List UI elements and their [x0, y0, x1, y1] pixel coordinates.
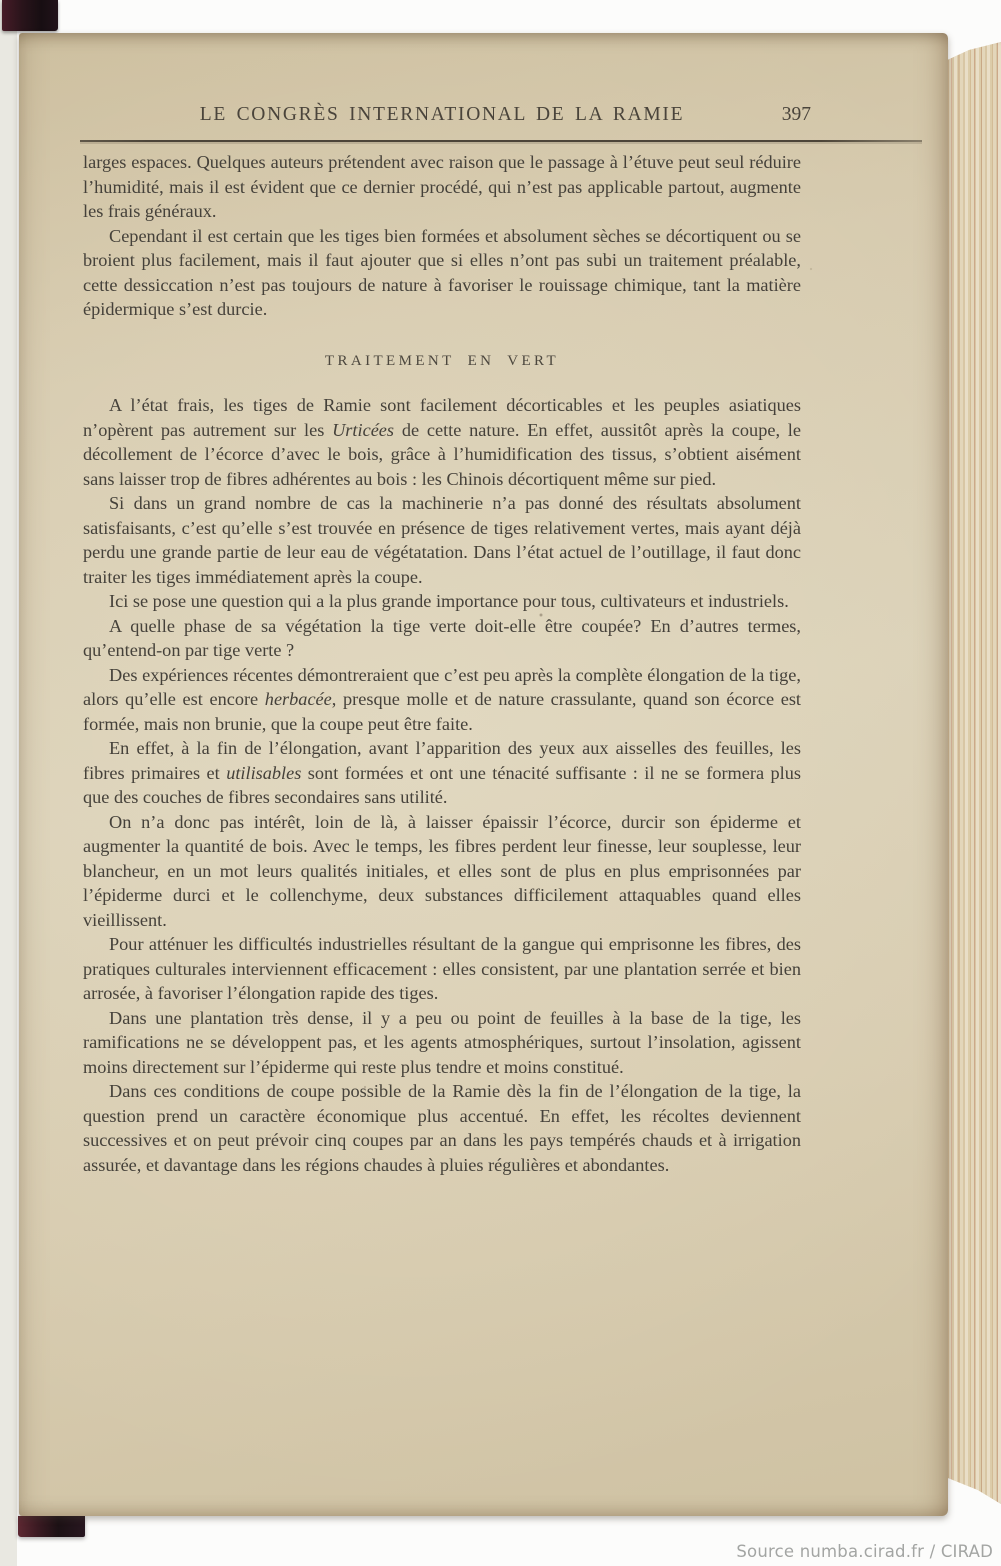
page-number: 397: [781, 104, 811, 125]
scanner-background-strip: [0, 0, 17, 1566]
book-page: [19, 33, 948, 1516]
paragraph: Si dans un grand nombre de cas la machinerie n’a pas donné des résultats absolument satisfaisants, c’est qu’elle s’est trouvée en présence de tiges relativement vertes, mais ayant déjà perdu une grande partie de leur eau de végétatation. Dans l’état actuel de l’outillage, il faut donc traiter les tiges immédiatement après la coupe.: [83, 493, 801, 587]
attribution-text: Source numba.cirad.fr / CIRAD: [736, 1542, 993, 1561]
paragraph: larges espaces. Quelques auteurs prétendent avec raison que le passage à l’étuve peut seul réduire l’humidité, mais il est évident que ce dernier procédé, qui n’est pas applicable partout, augmente les frais généraux.: [83, 152, 801, 221]
book-cover-top-left: [2, 0, 58, 31]
page-body-text: [83, 150, 801, 1177]
book-cover-bottom-left: [18, 1516, 85, 1537]
section-heading: TRAITEMENT EN VERT: [324, 352, 560, 369]
header-rule: [80, 140, 922, 142]
book-fore-edge-pages: [943, 42, 1001, 1504]
paragraph: Ici se pose une question qui a la plus grande importance pour tous, cultivateurs et industriels.: [109, 591, 789, 611]
body-intro-paragraphs: [83, 150, 801, 322]
paragraph: Des expériences récentes démontreraient que c’est peu après la complète élongation de la tige, alors qu’elle est encore herbacée, presque molle et de nature crassulante, quand son écorce est formée, mais non brunie, que la coupe peut être faite.: [83, 664, 802, 734]
paragraph: A l’état frais, les tiges de Ramie sont facilement décorticables et les peuples asiatiques n’opèrent pas autrement sur les Urticées de cette nature. En effet, aussitôt après la coupe, le décollement de l’écorce d’avec le bois, grâce à l’humidification des tissus, s’obtient aisément sans laisser trop de fibres adhérentes au bois : les Chinois décortiquent même sur pied.: [83, 395, 801, 489]
paragraph: Pour atténuer les difficultés industrielles résultant de la gangue qui emprisonne les fibres, des pratiques culturales interviennent efficacement : elles consistent, par une plantation serrée et bien arrosée, à favoriser l’élongation rapide des tiges.: [83, 934, 801, 1003]
running-header: [83, 104, 811, 130]
paragraph: En effet, à la fin de l’élongation, avant l’apparition des yeux aux aisselles des feuilles, les fibres primaires et utilisables sont formées et ont une ténacité suffisante : il ne se formera plus que des couches de fibres secondaires sans utilité.: [83, 738, 801, 807]
body-section-paragraphs: [83, 393, 801, 1177]
running-header-title: LE CONGRÈS INTERNATIONAL DE LA RAMIE: [199, 104, 685, 125]
paragraph: Dans une plantation très dense, il y a peu ou point de feuilles à la base de la tige, les ramifications ne se développent pas, et les agents atmosphériques, surtout l’insolation, agissent moins directement sur l’épiderme qui reste plus tendre et moins constitué.: [83, 1007, 801, 1077]
paragraph: Dans ces conditions de coupe possible de la Ramie dès la fin de l’élongation de la tige, la question prend un caractère économique plus accentué. En effet, les récoltes deviennent successives et on peut prévoir cinq coupes par an dans les pays tempérés chauds et à irrigation assurée, et davantage dans les régions chaudes à pluies régulières et abondantes.: [83, 1081, 801, 1175]
paragraph: Cependant il est certain que les tiges bien formées et absolument sèches se décortiquent ou se broient plus facilement, mais il faut ajouter que si elles n’ont pas subi un traitement préalable, cette dessiccation n’est pas toujours de nature à favoriser le rouissage chimique, tant la matière épidermique s’est durcie.: [83, 225, 801, 319]
paragraph: On n’a donc pas intérêt, loin de là, à laisser épaissir l’écorce, durcir son épiderme et augmenter la quantité de bois. Avec le temps, les fibres perdent leur finesse, leur souplesse, leur blancheur, en un mot leurs qualités initiales, et elles sont de plus en plus emprisonnées par l’épiderme durci et le collenchyme, deux substances difficilement attaquables quand elles vieillissent.: [83, 811, 801, 930]
paragraph: A quelle phase de sa végétation la tige verte doit-elle être coupée? En d’autres termes, qu’entend-on par tige verte ?: [83, 615, 801, 660]
